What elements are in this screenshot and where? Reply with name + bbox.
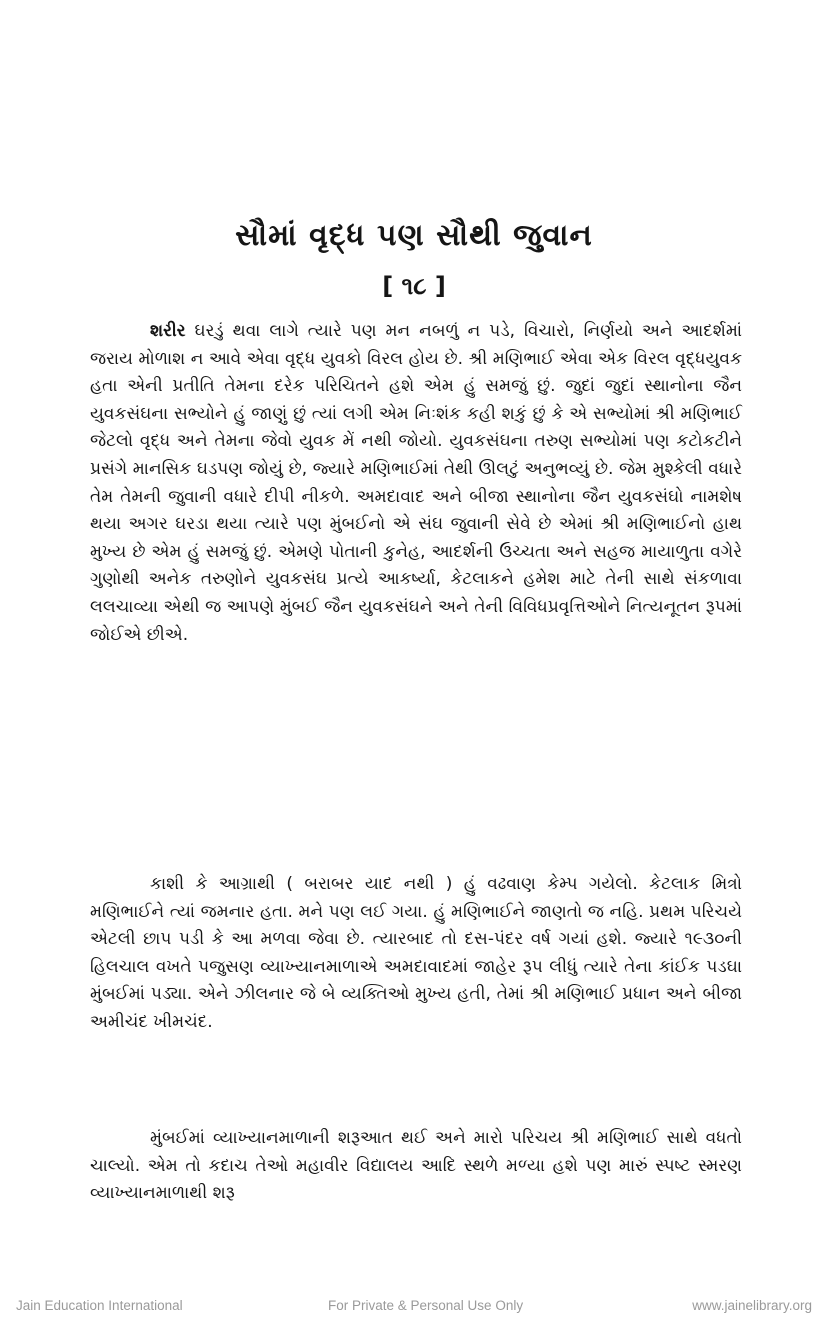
- paragraph-1: [90, 318, 742, 649]
- paragraph-2: [90, 871, 742, 1037]
- paragraph-text: ઘરડું થવા લાગે ત્યારે પણ મન નબળું ન પડે, વિચારો, નિર્ણયો અને આદર્શમાં જરાય મોળાશ ન આવે એવા વૃદ્ધ યુવકો વિરલ હોય છે. શ્રી મણિભાઈ એવા એક વિરલ વૃદ્ધયુવક હતા એની પ્રતીતિ તેમના દરેક પરિચિતને હશે એમ હું સમજું છું. જુદાં જુદાં સ્થાનોના જૈન યુવકસંઘના સભ્યોને હું જાણું છું ત્યાં લગી એમ નિઃશંક કહી શકું છું કે એ સભ્યોમાં શ્રી મણિભાઈ જેટલો વૃદ્ધ અને તેમના જેવો યુવક મેં નથી જોયો. યુવકસંઘના તરુણ સભ્યોમાં પણ કટોકટીને પ્રસંગે માનસિક ઘડપણ જોયું છે, જ્યારે મણિભાઈમાં તેથી ઊલટું અનુભવ્યું છે. જેમ મુશ્કેલી વધારે તેમ તેમની જુવાની વધારે દીપી નીકળે. અમદાવાદ અને બીજા સ્થાનોના જૈન યુવકસંઘો નામશેષ થયા અગર ઘરડા થયા ત્યારે પણ મુંબઈનો એ સંઘ જુવાની સેવે છે એમાં શ્રી મણિભાઈનો હાથ મુખ્ય છે એમ હું સમજું છું. એમણે પોતાની કુનેહ, આદર્શની ઉચ્ચતા અને સહજ માયાળુતા વગેરે ગુણોથી અનેક તરુણોને યુવકસંઘ પ્રત્યે આકર્ષ્યા, કેટલાકને હમેશ માટે તેની સાથે સંકળાવા લલચાવ્યા એથી જ આપણે મુંબઈ જૈન યુવકસંઘને અને તેની વિવિધપ્રવૃત્તિઓને નિત્યનૂતન રૂપમાં જોઈએ છીએ.: [90, 321, 742, 645]
- footer-publisher: Jain Education International: [16, 1298, 183, 1313]
- paragraph-text: મુંબઈમાં વ્યાખ્યાનમાળાની શરૂઆત થઈ અને મારો પરિચય શ્રી મણિભાઈ સાથે વધતો ચાલ્યો. એમ તો કદાચ તેઓ મહાવીર વિદ્યાલય આદિ સ્થળે મળ્યા હશે પણ મારું સ્પષ્ટ સ્મરણ વ્યાખ્યાનમાળાથી શરૂ: [90, 1128, 742, 1204]
- paragraph-3: [90, 1125, 742, 1208]
- page-footer: [0, 1298, 828, 1318]
- footer-website-link[interactable]: www.jainelibrary.org: [692, 1298, 812, 1313]
- page-title: સૌમાં વૃદ્ધ પણ સૌથી જુવાન: [235, 218, 593, 253]
- footer-usage-notice: For Private & Personal Use Only: [328, 1298, 524, 1313]
- chapter-number: [ ૧૮ ]: [382, 272, 446, 300]
- paragraph-lead-word: શરીર: [150, 321, 186, 341]
- paragraph-text: કાશી કે આગ્રાથી ( બરાબર યાદ નથી ) હું વઢવાણ કેમ્પ ગયેલો. કેટલાક મિત્રો મણિભાઈને ત્યાં જમનાર હતા. મને પણ લઈ ગયા. હું મણિભાઈને જાણતો જ નહિ. પ્રથમ પરિચયે એટલી છાપ પડી કે આ મળવા જેવા છે. ત્યારબાદ તો દસ-પંદર વર્ષ ગયાં હશે. જ્યારે ૧૯૩૦ની હિલચાલ વખતે પજુસણ વ્યાખ્યાનમાળાએ અમદાવાદમાં જાહેર રૂપ લીધું ત્યારે તેના કાંઈક પડઘા મુંબઈમાં પડ્યા. એને ઝીલનાર જે બે વ્યક્તિઓ મુખ્ય હતી, તેમાં શ્રી મણિભાઈ પ્રધાન અને બીજા અમીચંદ ખીમચંદ.: [90, 874, 742, 1032]
